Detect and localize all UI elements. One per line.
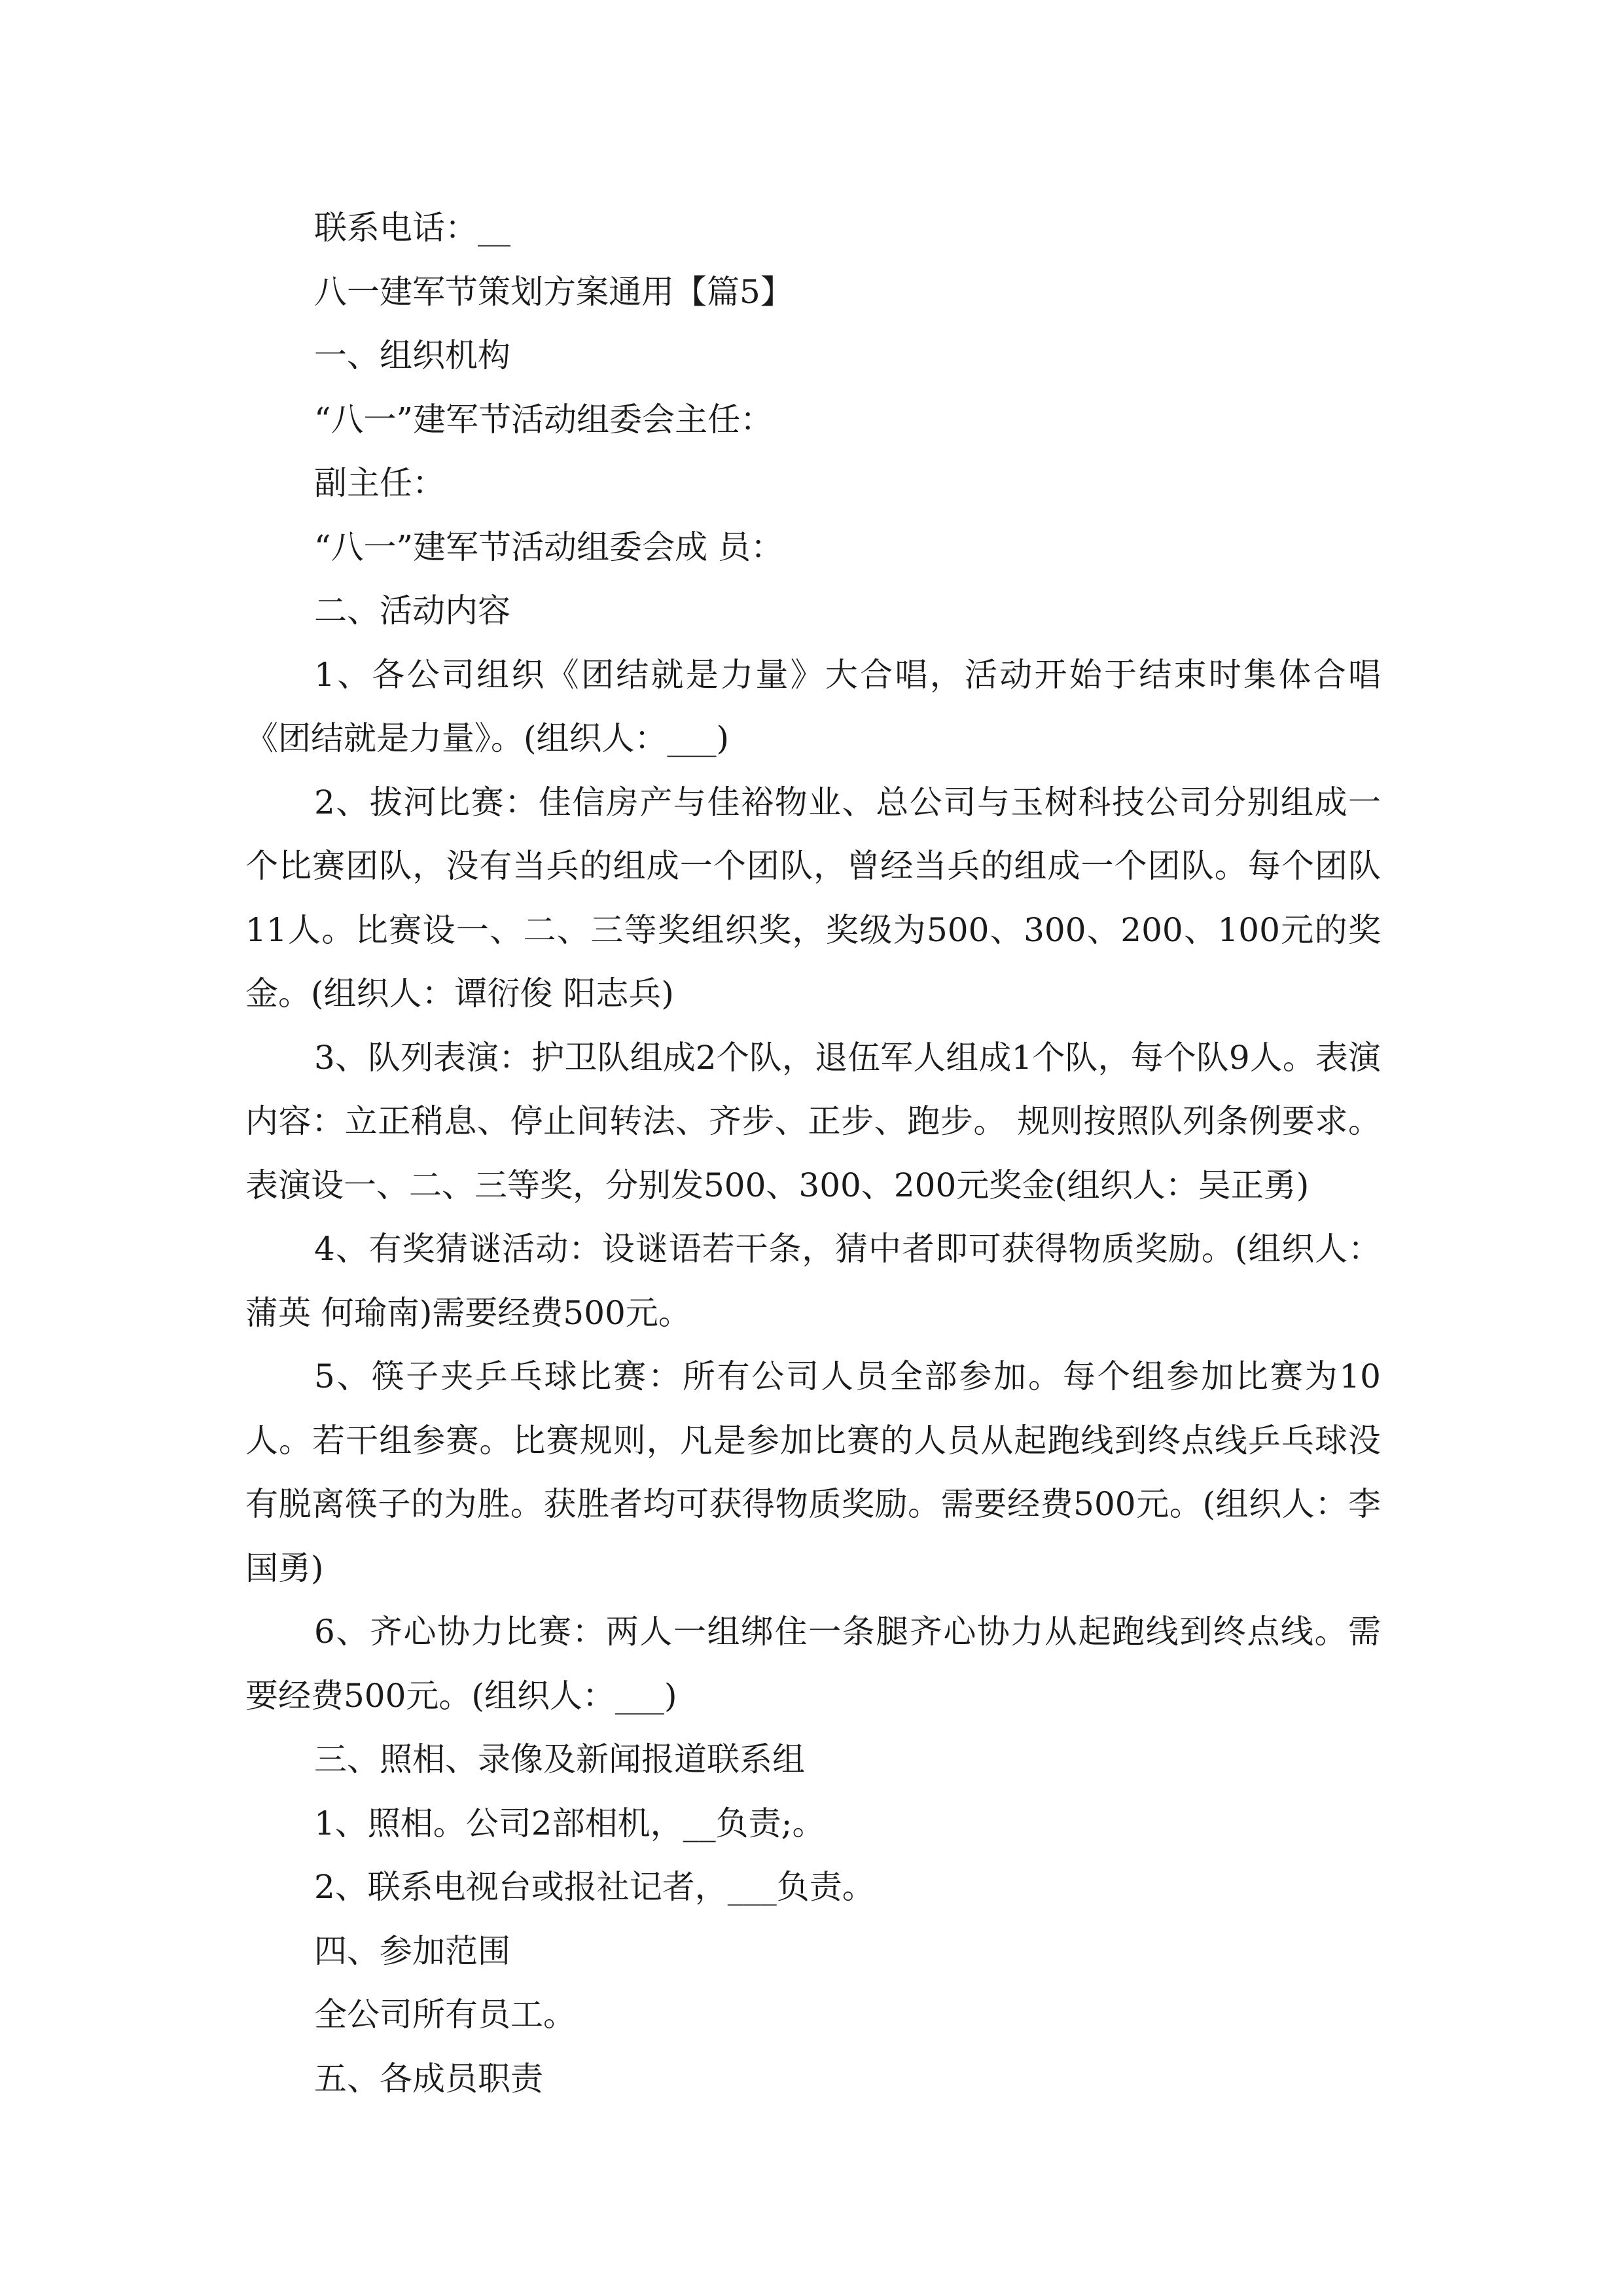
activity-chorus: 1、各公司组织《团结就是力量》大合唱，活动开始于结束时集体合唱《团结就是力量》。(组织人：___) — [245, 655, 1381, 757]
heading-media-group: 三、照相、录像及新闻报道联系组 — [314, 1740, 805, 1778]
activity-tug-of-war: 2、拔河比赛：佳信房产与佳裕物业、总公司与玉树科技公司分别组成一个比赛团队，没有当兵的组成一个团队，曾经当兵的组成一个团队。每个团队11人。比赛设一、二、三等奖组织奖，奖级为500、300、200、100元的奖金。(组织人：谭衍俊 阳志兵) — [245, 783, 1381, 1013]
participants-scope: 全公司所有员工。 — [314, 1996, 576, 2034]
activity-three-legged-race: 6、齐心协力比赛：两人一组绑住一条腿齐心协力从起跑线到终点线。需要经费500元。(组织人：___) — [245, 1613, 1381, 1715]
document-body — [245, 196, 1381, 2111]
activity-riddles: 4、有奖猜谜活动：设谜语若干条，猜中者即可获得物质奖励。(组织人：蒲英 何瑜南)需要经费500元。 — [245, 1230, 1381, 1332]
activity-chopsticks-pingpong: 5、筷子夹乒乓球比赛：所有公司人员全部参加。每个组参加比赛为10人。若干组参赛。比赛规则，凡是参加比赛的人员从起跑线到终点线乒乓球没有脱离筷子的为胜。获胜者均可获得物质奖励。需要经费500元。(组织人：李国勇) — [245, 1357, 1381, 1587]
heading-participants: 四、参加范围 — [314, 1931, 510, 1970]
committee-members-line: “八一”建军节活动组委会成 员： — [314, 528, 784, 566]
heading-activities: 二、活动内容 — [314, 592, 510, 630]
activity-drill-performance: 3、队列表演：护卫队组成2个队，退伍军人组成1个队，每个队9人。表演内容：立正稍息、停止间转法、齐步、正步、跑步。 规则按照队列条例要求。表演设一、二、三等奖，分别发500、300、200元奖金(组织人：吴正勇) — [245, 1038, 1381, 1204]
contact-phone-line: 联系电话：__ — [314, 209, 510, 247]
media-photography: 1、照相。公司2部相机，__负责;。 — [314, 1804, 825, 1842]
section-title: 八一建军节策划方案通用【篇5】 — [314, 272, 793, 311]
deputy-director-line: 副主任： — [314, 464, 445, 502]
heading-organization: 一、组织机构 — [314, 336, 510, 374]
committee-director-line: “八一”建军节活动组委会主任： — [314, 400, 774, 439]
media-press-contact: 2、联系电视台或报社记者，___负责。 — [314, 1868, 875, 1906]
heading-member-duties: 五、各成员职责 — [314, 2059, 543, 2098]
